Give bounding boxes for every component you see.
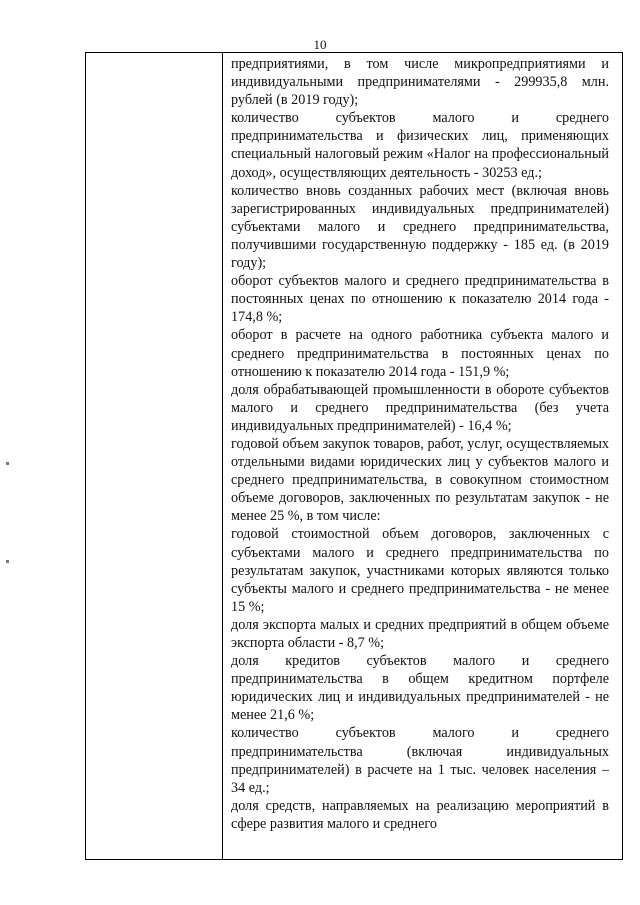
- paragraph: количество субъектов малого и среднего предпринимательства (включая индивидуальных предпринимателей) в расчете на 1 тыс. человек населения – 34 ед.;: [231, 725, 609, 796]
- paragraph: оборот в расчете на одного работника субъекта малого и среднего предпринимательства в постоянных ценах по отношению к показателю 2014 года - 151,9 %;: [231, 327, 609, 380]
- paragraph: предприятиями, в том числе микропредприятиями и индивидуальными предпринимателями - 299935,8 млн. рублей (в 2019 году);: [231, 56, 609, 109]
- column-divider: [222, 53, 223, 859]
- page-number: 10: [313, 37, 327, 52]
- table-text-cell: [231, 55, 609, 833]
- paragraph: оборот субъектов малого и среднего предпринимательства в постоянных ценах по отношению к показателю 2014 года - 174,8 %;: [231, 273, 609, 326]
- document-table: [85, 52, 623, 860]
- scan-artifact: [6, 560, 9, 563]
- paragraph: количество субъектов малого и среднего предпринимательства и физических лиц, применяющих специальный налоговый режим «Налог на профессиональный доход», осуществляющих деятельность - 30253 ед.;: [231, 110, 609, 181]
- paragraph: доля кредитов субъектов малого и среднего предпринимательства в общем кредитном портфеле юридических лиц и индивидуальных предпринимателей - не менее 21,6 %;: [231, 653, 609, 724]
- paragraph: количество вновь созданных рабочих мест (включая вновь зарегистрированных индивидуальных предпринимателей) субъектами малого и среднего предпринимательства, получившими государственную поддержку - 185 ед. (в 2019 году);: [231, 182, 609, 272]
- paragraph: доля экспорта малых и средних предприятий в общем объеме экспорта области - 8,7 %;: [231, 616, 609, 651]
- paragraph: доля обрабатывающей промышленности в обороте субъектов малого и среднего предпринимательства (без учета индивидуальных предпринимателей) - 16,4 %;: [231, 381, 609, 434]
- scan-artifact: [6, 462, 9, 465]
- table-left-cell: [86, 53, 222, 859]
- paragraph: годовой объем закупок товаров, работ, услуг, осуществляемых отдельными видами юридических лиц у субъектов малого и среднего предпринимательства, в совокупном стоимостном объеме договоров, заключенных по результатам закупок - не менее 25 %, в том числе:: [231, 435, 609, 525]
- paragraph: годовой стоимостной объем договоров, заключенных с субъектами малого и среднего предпринимательства по результатам закупок, участниками которых являются только субъекты малого и среднего предпринимательства - не менее 15 %;: [231, 526, 609, 615]
- paragraph: доля средств, направляемых на реализацию мероприятий в сфере развития малого и среднего: [231, 797, 609, 832]
